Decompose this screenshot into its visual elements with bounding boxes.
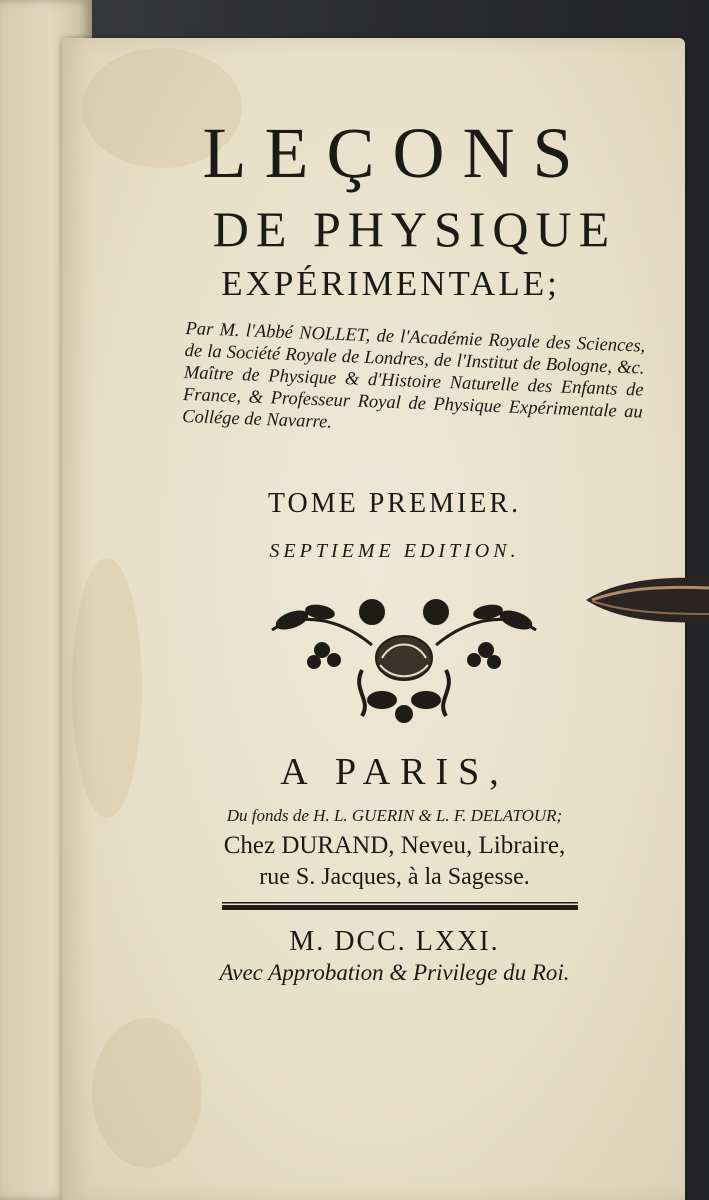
edition-label: SEPTIEME EDITION. (269, 540, 520, 562)
volume-label: TOME PREMIER. (267, 488, 522, 519)
publisher-line: Chez DURAND, Neveu, Libraire, (223, 832, 566, 859)
fonds-line: Du fonds de H. L. GUERIN & L. F. DELATOUR; (226, 806, 563, 825)
water-stain (92, 1018, 202, 1168)
title-line-2: DE PHYSIQUE (212, 201, 617, 257)
metal-page-holder-icon (584, 572, 709, 628)
decorative-rule (222, 902, 578, 912)
floral-ornament-icon (262, 590, 546, 726)
author-paragraph: Par M. l'Abbé NOLLET, de l'Académie Royale des Sciences, de la Société Royale de Londres, de l'Institut de Bologne, &c. Maître de Physique & d'Histoire Naturelle des Enfants de France, & Professeur Royal de Physique Expérimentale au Collége de Navarre. (181, 318, 646, 433)
address-line: rue S. Jacques, à la Sagesse. (259, 864, 530, 890)
imprint-year: M. DCC. LXXI. (289, 926, 500, 957)
city-label: A PARIS, (280, 751, 509, 793)
title-line-3: EXPÉRIMENTALE; (221, 264, 560, 303)
approbation-line: Avec Approbation & Privilege du Roi. (219, 960, 570, 985)
title-line-1: LEÇONS (202, 113, 591, 193)
